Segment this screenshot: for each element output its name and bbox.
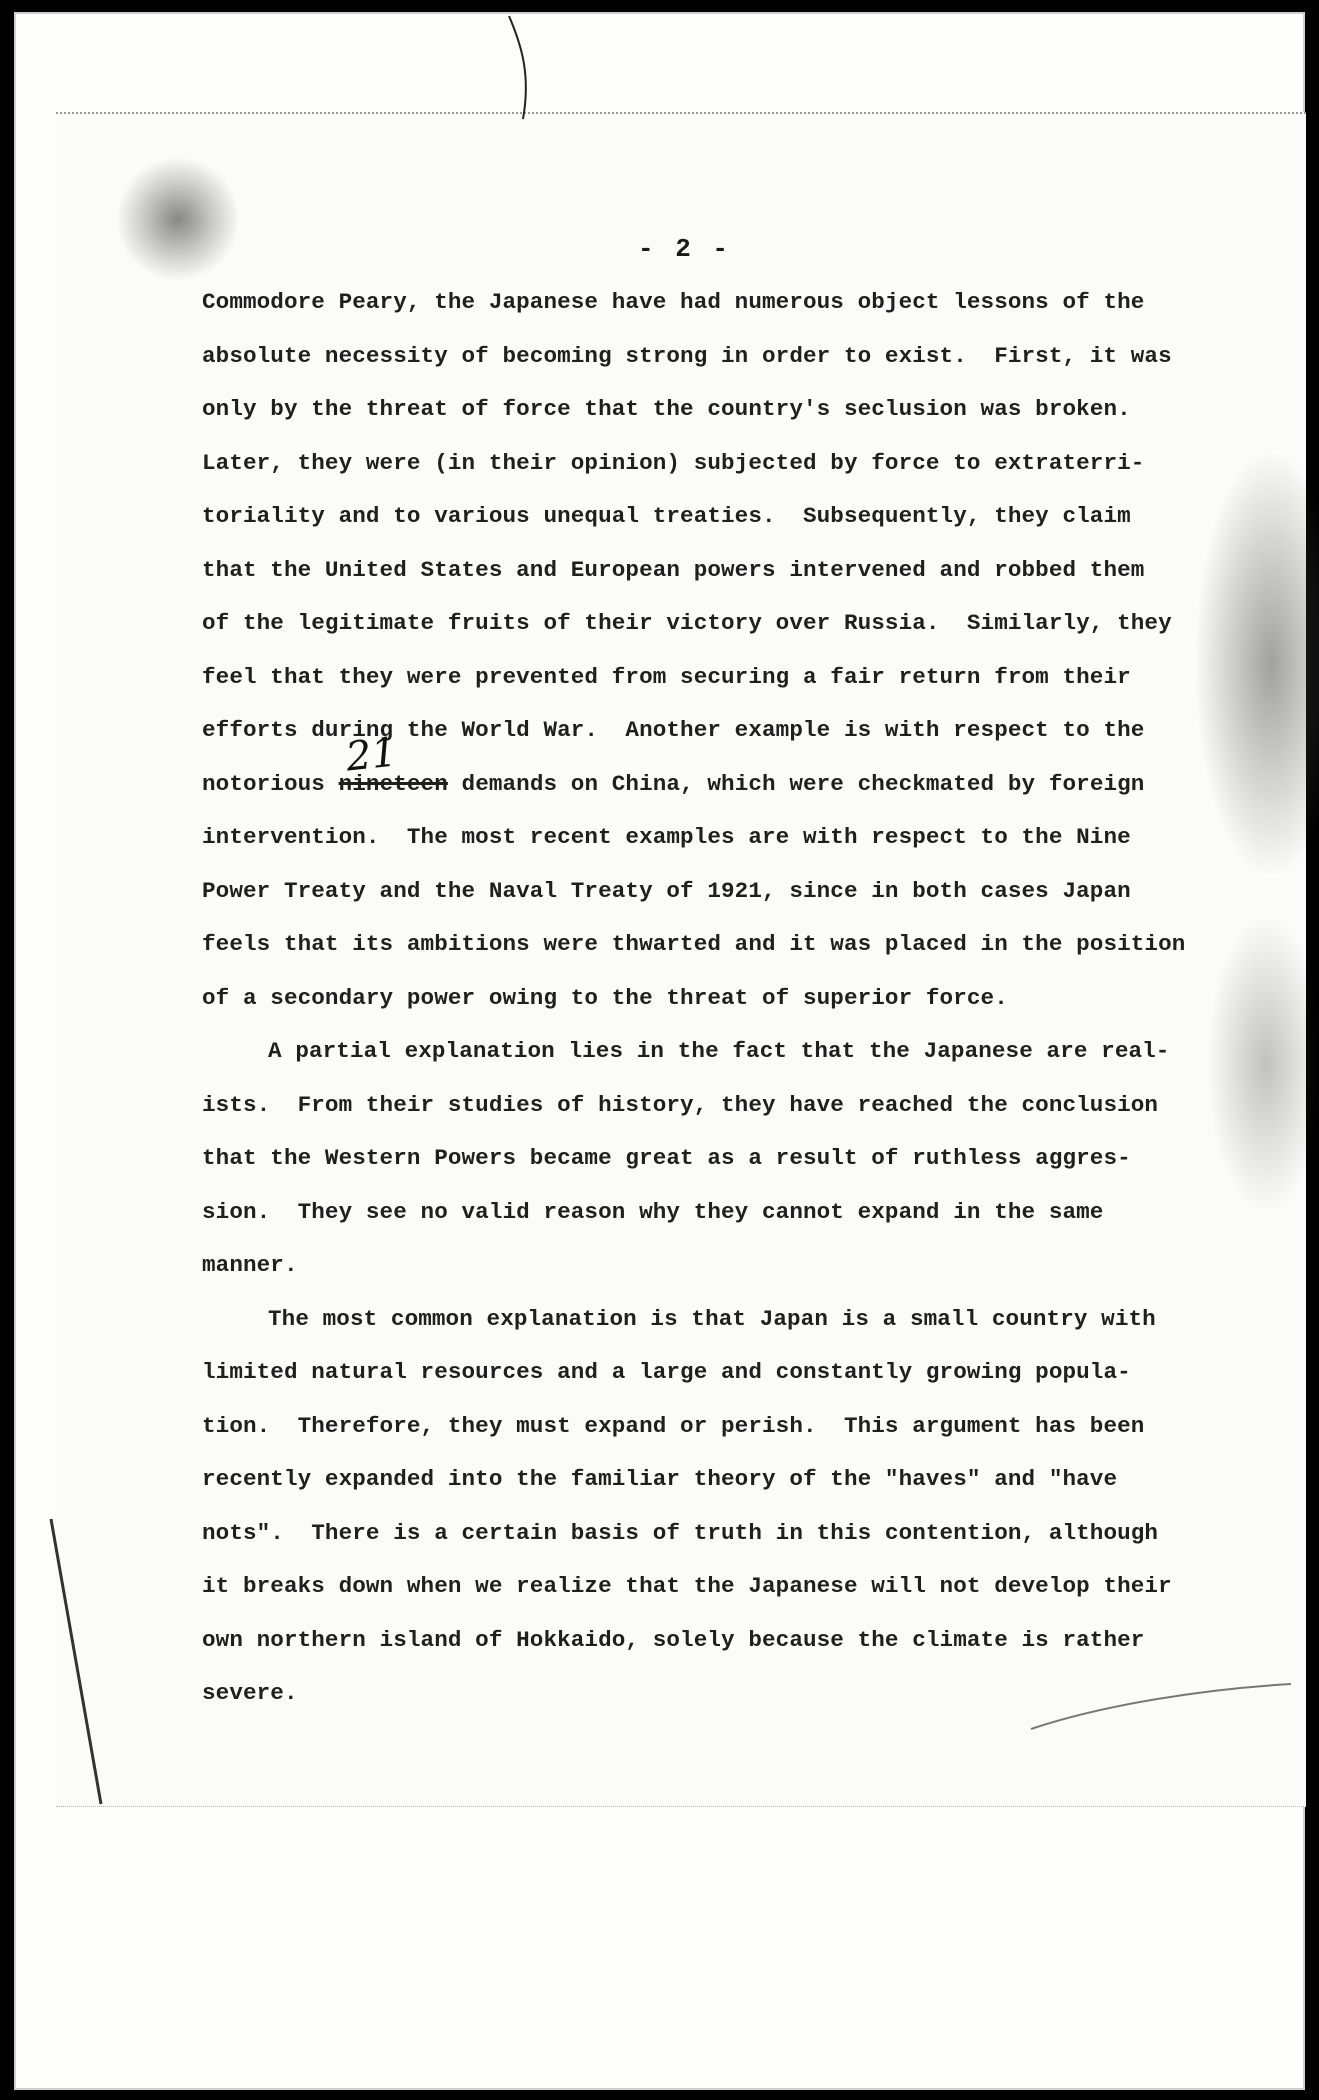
text-line: sion. They see no valid reason why they cannot expand in the same bbox=[202, 1198, 1104, 1225]
text-line: efforts during the World War. Another example is with respect to the bbox=[202, 717, 1145, 743]
text-line: Commodore Peary, the Japanese have had numerous object lessons of the bbox=[202, 289, 1145, 315]
text-line: limited natural resources and a large and constantly growing popula- bbox=[202, 1359, 1131, 1385]
text-line: nots". There is a certain basis of truth in this contention, although bbox=[202, 1519, 1159, 1546]
text-line: feels that its ambitions were thwarted and it was placed in the position bbox=[202, 931, 1186, 957]
text-after-correction: demands on China, which were checkmated by foreign bbox=[447, 770, 1145, 797]
text-line: intervention. The most recent examples are with respect to the Nine bbox=[202, 824, 1131, 850]
ink-smudge bbox=[1206, 914, 1319, 1214]
page-number: - 2 - bbox=[638, 234, 732, 264]
scan-frame bbox=[14, 12, 1305, 2090]
margin-line bbox=[1026, 1654, 1296, 1734]
text-line: severe. bbox=[202, 1680, 298, 1706]
text-line: manner. bbox=[202, 1252, 298, 1278]
margin-line bbox=[41, 1514, 121, 1814]
text-line: feel that they were prevented from securing a fair return from their bbox=[202, 663, 1131, 690]
text-line: own northern island of Hokkaido, solely because the climate is rather bbox=[202, 1626, 1145, 1653]
text-line: recently expanded into the familiar theory of the "haves" and "have bbox=[202, 1466, 1118, 1492]
text-line: of a secondary power owing to the threat of superior force. bbox=[202, 984, 1008, 1011]
ink-smudge bbox=[1196, 454, 1319, 874]
pencil-mark bbox=[501, 14, 541, 124]
text-line: only by the threat of force that the country's seclusion was broken. bbox=[202, 396, 1131, 422]
handwritten-correction: 21 bbox=[343, 729, 400, 781]
text-line: Power Treaty and the Naval Treaty of 1921, since in both cases Japan bbox=[202, 877, 1131, 904]
text-line: A partial explanation lies in the fact that the Japanese are real- bbox=[268, 1038, 1170, 1064]
text-line: that the United States and European powers intervened and robbed them bbox=[202, 556, 1145, 583]
text-line: toriality and to various unequal treaties. Subsequently, they claim bbox=[202, 503, 1131, 529]
text-line: Later, they were (in their opinion) subjected by force to extraterri- bbox=[202, 449, 1145, 476]
text-line: absolute necessity of becoming strong in order to exist. First, it was bbox=[202, 342, 1172, 369]
text-line: The most common explanation is that Japan is a small country with bbox=[268, 1305, 1156, 1332]
ink-smudge bbox=[118, 154, 238, 284]
text-line: that the Western Powers became great as a result of ruthless aggres- bbox=[202, 1145, 1131, 1171]
struck-out-word: nineteen bbox=[338, 770, 448, 797]
document-body bbox=[202, 276, 1202, 1721]
text-line: ists. From their studies of history, they have reached the conclusion bbox=[202, 1091, 1159, 1118]
text-line: of the legitimate fruits of their victory over Russia. Similarly, they bbox=[202, 610, 1172, 636]
text-before-correction: notorious bbox=[202, 770, 339, 797]
text-line: tion. Therefore, they must expand or perish. This argument has been bbox=[202, 1412, 1145, 1439]
text-line: it breaks down when we realize that the Japanese will not develop their bbox=[202, 1573, 1172, 1599]
